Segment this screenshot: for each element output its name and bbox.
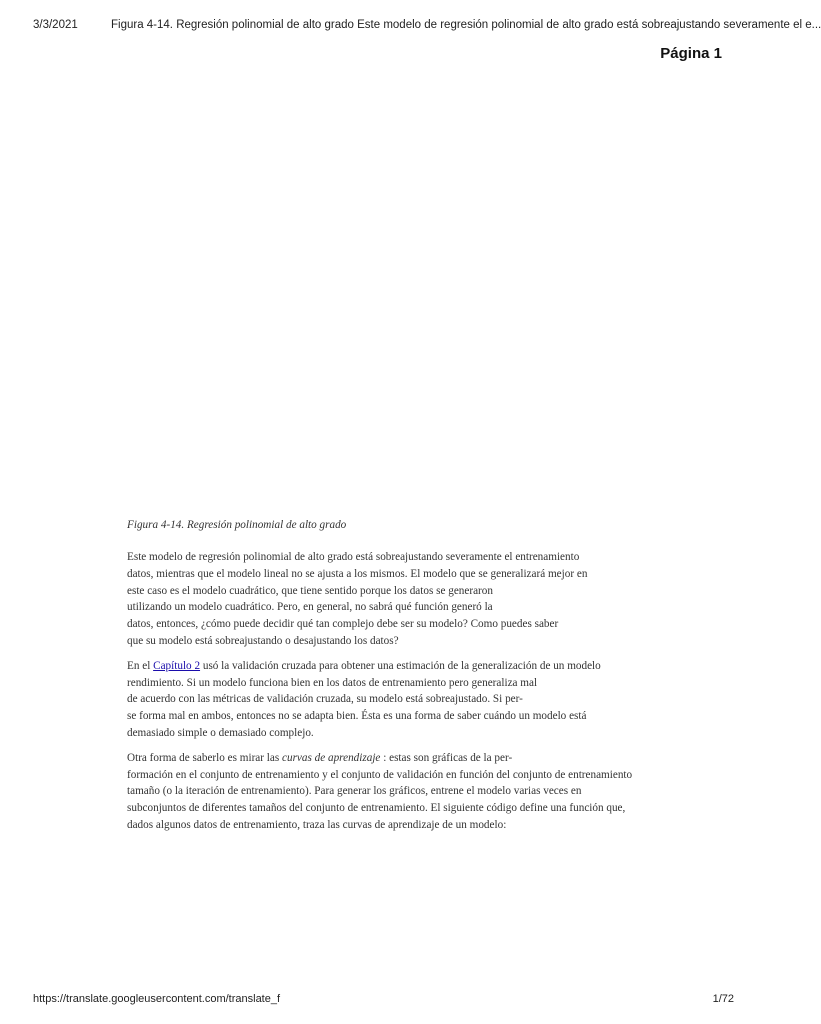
paragraph-line: demasiado simple o demasiado complejo. (127, 726, 314, 739)
paragraph-line (127, 750, 647, 767)
paragraph-line: formación en el conjunto de entrenamiento y el conjunto de validación en función del conjunto de entrenamiento (127, 768, 633, 781)
paragraph-line (127, 658, 647, 675)
paragraph-line: dados algunos datos de entrenamiento, traza las curvas de aprendizaje de un modelo: (127, 818, 507, 831)
paragraph-line: datos, mientras que el modelo lineal no se ajusta a los mismos. El modelo que se generalizará mejor en (127, 567, 588, 580)
paragraph-line: utilizando un modelo cuadrático. Pero, en general, no sabrá qué función generó la (127, 601, 493, 614)
text-segment: En el (127, 659, 154, 672)
source-url: https://translate.googleusercontent.com/translate_f (33, 993, 281, 1005)
emphasis-text: curvas de aprendizaje (282, 751, 381, 764)
paragraph-line: rendimiento. Si un modelo funciona bien en los datos de entrenamiento pero generaliza mal (127, 676, 538, 689)
document-body (127, 517, 647, 842)
paragraph-overfitting (127, 549, 647, 650)
paragraph-line: se forma mal en ambos, entonces no se adapta bien. Ésta es una forma de saber cuándo un modelo está (127, 710, 587, 723)
paragraph-line: tamaño (o la iteración de entrenamiento). Para generar los gráficos, entrene el modelo varias veces en (127, 785, 582, 798)
page-count: 1/72 (712, 993, 734, 1005)
figure-caption: Figura 4-14. Regresión polinomial de alto grado (127, 519, 347, 531)
paragraph-line: este caso es el modelo cuadrático, que tiene sentido porque los datos se generaron (127, 584, 493, 597)
document-title: Figura 4-14. Regresión polinomial de alto grado Este modelo de regresión polinomial de alto grado está sobreajustando severamente el e... (111, 19, 821, 31)
paragraph-line: Este modelo de regresión polinomial de alto grado está sobreajustando severamente el entrenamiento (127, 551, 580, 563)
paragraph-learning-curves (127, 750, 647, 834)
text-segment: usó la validación cruzada para obtener una estimación de la generalización de un modelo (200, 659, 601, 672)
text-segment: : estas son gráficas de la per- (380, 751, 513, 764)
paragraph-line: de acuerdo con las métricas de validación cruzada, su modelo está sobreajustado. Si per- (127, 693, 523, 706)
print-date: 3/3/2021 (33, 19, 78, 31)
paragraph-line: datos, entonces, ¿cómo puede decidir qué tan complejo debe ser su modelo? Como puedes saber (127, 618, 559, 631)
text-segment: Otra forma de saberlo es mirar las (127, 751, 283, 764)
paragraph-line: subconjuntos de diferentes tamaños del conjunto de entrenamiento. El siguiente código define una función que, (127, 802, 626, 815)
page-label: Página 1 (660, 45, 722, 62)
chapter-2-link[interactable]: Capítulo 2 (153, 659, 201, 672)
paragraph-cross-validation (127, 658, 647, 742)
paragraph-line: que su modelo está sobreajustando o desajustando los datos? (127, 634, 399, 647)
